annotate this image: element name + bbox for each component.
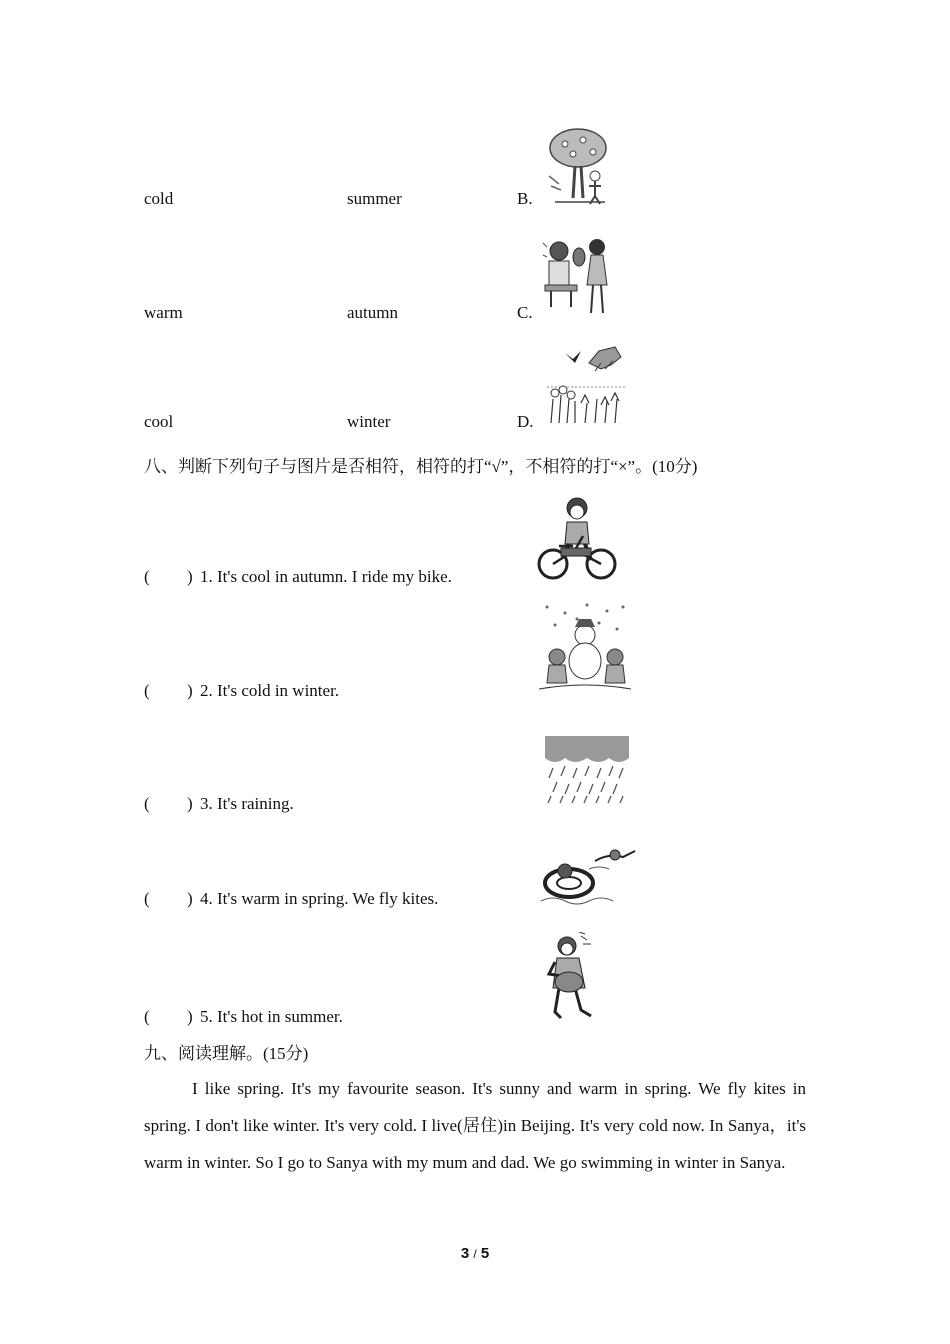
tree-fruit-picking-icon <box>545 126 611 206</box>
snowman-kids-icon <box>537 601 633 693</box>
answer-bracket-open: ( <box>144 889 150 908</box>
match-letter-d: D. <box>517 412 534 431</box>
boy-riding-bike-icon <box>537 496 617 582</box>
answer-bracket-open: ( <box>144 794 150 813</box>
match-word-summer: summer <box>347 189 402 208</box>
judge-item-1: 1. It's cool in autumn. I ride my bike. <box>200 567 452 586</box>
fan-sweating-icon <box>541 235 613 317</box>
page-current: 3 <box>460 1245 470 1262</box>
cold-shivering-person-icon <box>545 932 601 1022</box>
answer-bracket-open: ( <box>144 681 150 700</box>
page-indicator <box>0 1245 950 1262</box>
match-letter-b: B. <box>517 189 533 208</box>
match-word-warm: warm <box>144 303 183 322</box>
answer-bracket-open: ( <box>144 1007 150 1026</box>
judge-item-2: 2. It's cold in winter. <box>200 681 340 700</box>
match-word-cool: cool <box>144 412 174 431</box>
answer-bracket-open: ( <box>144 567 150 586</box>
reading-passage: I like spring. It's my favourite season. It's sunny and warm in spring. We fly kites in spring. I don't like winter. It's very cold. I live(居住)in Beijing. It's very cold now. In Sanya，it's warm in winter. So I go to Sanya with my mum and dad. We go swimming in winter in Sanya. <box>144 1079 806 1172</box>
page-separator: / <box>473 1247 477 1261</box>
page-total: 5 <box>480 1245 490 1262</box>
answer-bracket-close: ) <box>187 1007 193 1026</box>
answer-bracket-close: ) <box>187 681 193 700</box>
answer-bracket-close: ) <box>187 794 193 813</box>
match-letter-c: C. <box>517 303 533 322</box>
swimming-ring-icon <box>539 843 639 909</box>
judge-item-4: 4. It's warm in spring. We fly kites. <box>200 889 439 908</box>
section9-heading: 九、阅读理解。(15分) <box>144 1044 309 1063</box>
judge-item-5: 5. It's hot in summer. <box>200 1007 343 1026</box>
rain-cloud-icon <box>545 736 629 804</box>
birds-flowers-icon <box>545 343 627 427</box>
match-word-winter: winter <box>347 412 391 431</box>
answer-bracket-close: ) <box>187 567 193 586</box>
section8-heading: 八、判断下列句子与图片是否相符，相符的打“√”，不相符的打“×”。(10分) <box>144 457 698 476</box>
match-word-autumn: autumn <box>347 303 398 322</box>
answer-bracket-close: ) <box>187 889 193 908</box>
match-word-cold: cold <box>144 189 174 208</box>
judge-item-3: 3. It's raining. <box>200 794 294 813</box>
